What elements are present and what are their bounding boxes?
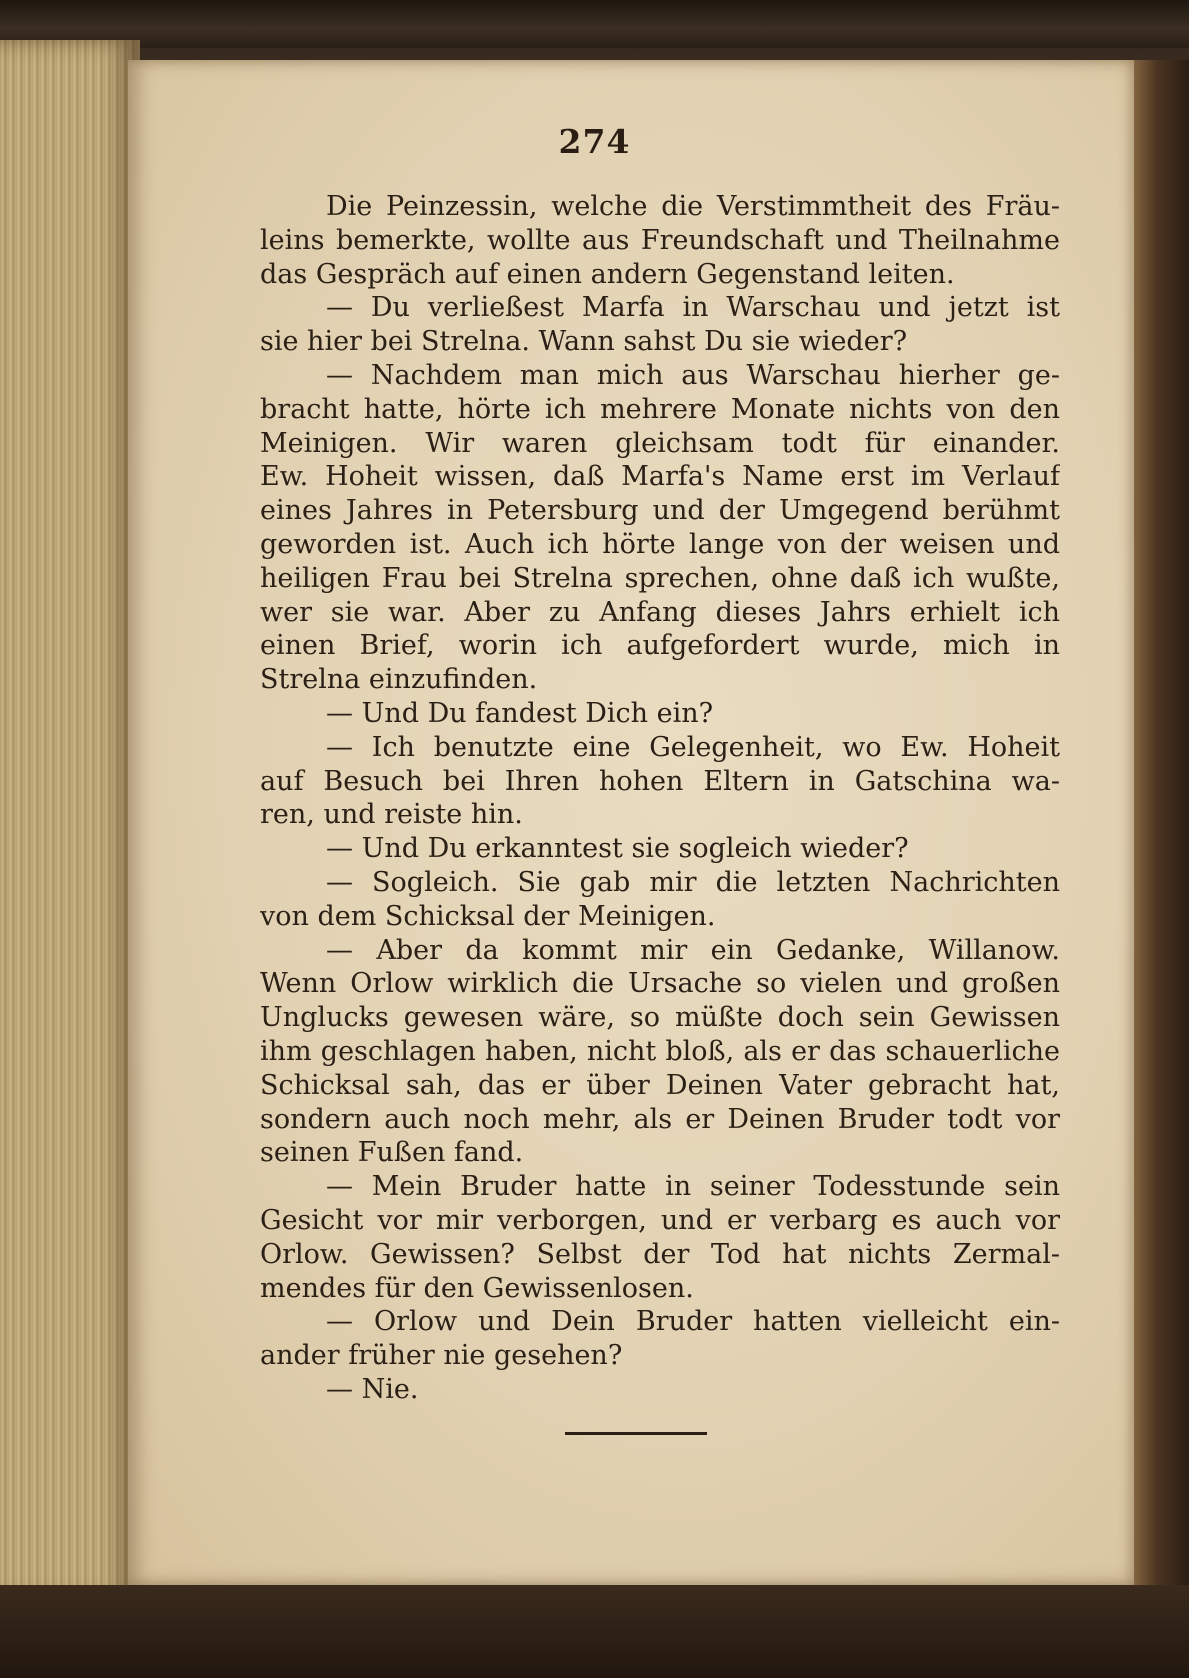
text-line: Gesicht vor mir verborgen, und er verbarg es auch vor [260,1204,1060,1236]
text-line: auf Besuch bei Ihren hohen Eltern in Gatschina wa- [260,765,1060,797]
text-line: — Du verließest Marfa in Warschau und jetzt ist [326,292,1060,324]
text-line: — Sogleich. Sie gab mir die letzten Nachrichten [326,866,1060,898]
page-edges-left [0,40,140,1600]
text-line: sondern auch noch mehr, als er Deinen Bruder todt vor [260,1103,1060,1135]
text-line: ander früher nie gesehen? [260,1340,623,1372]
book-spine-right [1131,60,1189,1620]
page-number: 274 [558,122,631,161]
text-line: Strelna einzufinden. [260,664,538,696]
text-line: — Nie. [326,1373,419,1405]
text-line: heiligen Frau bei Strelna sprechen, ohne daß ich wußte, [260,562,1060,594]
text-line: — Orlow und Dein Bruder hatten vielleicht ein- [326,1306,1060,1338]
text-line: Ew. Hoheit wissen, daß Marfa's Name erst im Verlauf [260,461,1060,493]
text-line: Orlow. Gewissen? Selbst der Tod hat nichts Zermal- [260,1238,1060,1270]
text-line: von dem Schicksal der Meinigen. [260,900,716,932]
text-line: — Aber da kommt mir ein Gedanke, Willanow. [326,934,1060,966]
text-line: ren, und reiste hin. [260,799,523,831]
text-line: wer sie war. Aber zu Anfang dieses Jahrs erhielt ich [260,596,1060,628]
text-line: — Und Du fandest Dich ein? [326,697,714,729]
text-line: — Nachdem man mich aus Warschau hierher ge- [326,359,1060,391]
text-line: — Ich benutzte eine Gelegenheit, wo Ew. Hoheit [326,731,1060,763]
text-line: Wenn Orlow wirklich die Ursache so vielen und großen [260,968,1060,1000]
text-line: seinen Fußen fand. [260,1137,524,1169]
text-line: Schicksal sah, das er über Deinen Vater gebracht hat, [260,1069,1060,1101]
text-line: eines Jahres in Petersburg und der Umgegend berühmt [260,495,1060,527]
text-line: — Und Du erkanntest sie sogleich wieder? [326,833,909,865]
text-line: Unglucks gewesen wäre, so müßte doch sein Gewissen [260,1002,1060,1034]
closing-rule [565,1432,707,1435]
book-cover-top [0,0,1189,48]
text-line: das Gespräch auf einen andern Gegenstand leiten. [260,258,955,290]
text-line: ihm geschlagen haben, nicht bloß, als er das schauerliche [260,1035,1060,1067]
page-text [260,190,1060,1407]
text-line: Die Peinzessin, welche die Verstimmtheit des Fräu- [326,191,1060,222]
text-line: bracht hatte, hörte ich mehrere Monate nichts von den [260,393,1060,425]
text-line: leins bemerkte, wollte aus Freundschaft und Theilnahme [260,224,1060,256]
book-cover-bottom [0,1585,1189,1678]
text-line: sie hier bei Strelna. Wann sahst Du sie wieder? [260,326,908,358]
text-line: — Mein Bruder hatte in seiner Todesstunde sein [326,1171,1060,1203]
text-line: einen Brief, worin ich aufgefordert wurde, mich in [260,630,1060,662]
text-line: Meinigen. Wir waren gleichsam todt für einander. [260,427,1060,459]
text-line: geworden ist. Auch ich hörte lange von der weisen und [260,528,1060,560]
text-line: mendes für den Gewissenlosen. [260,1272,694,1304]
